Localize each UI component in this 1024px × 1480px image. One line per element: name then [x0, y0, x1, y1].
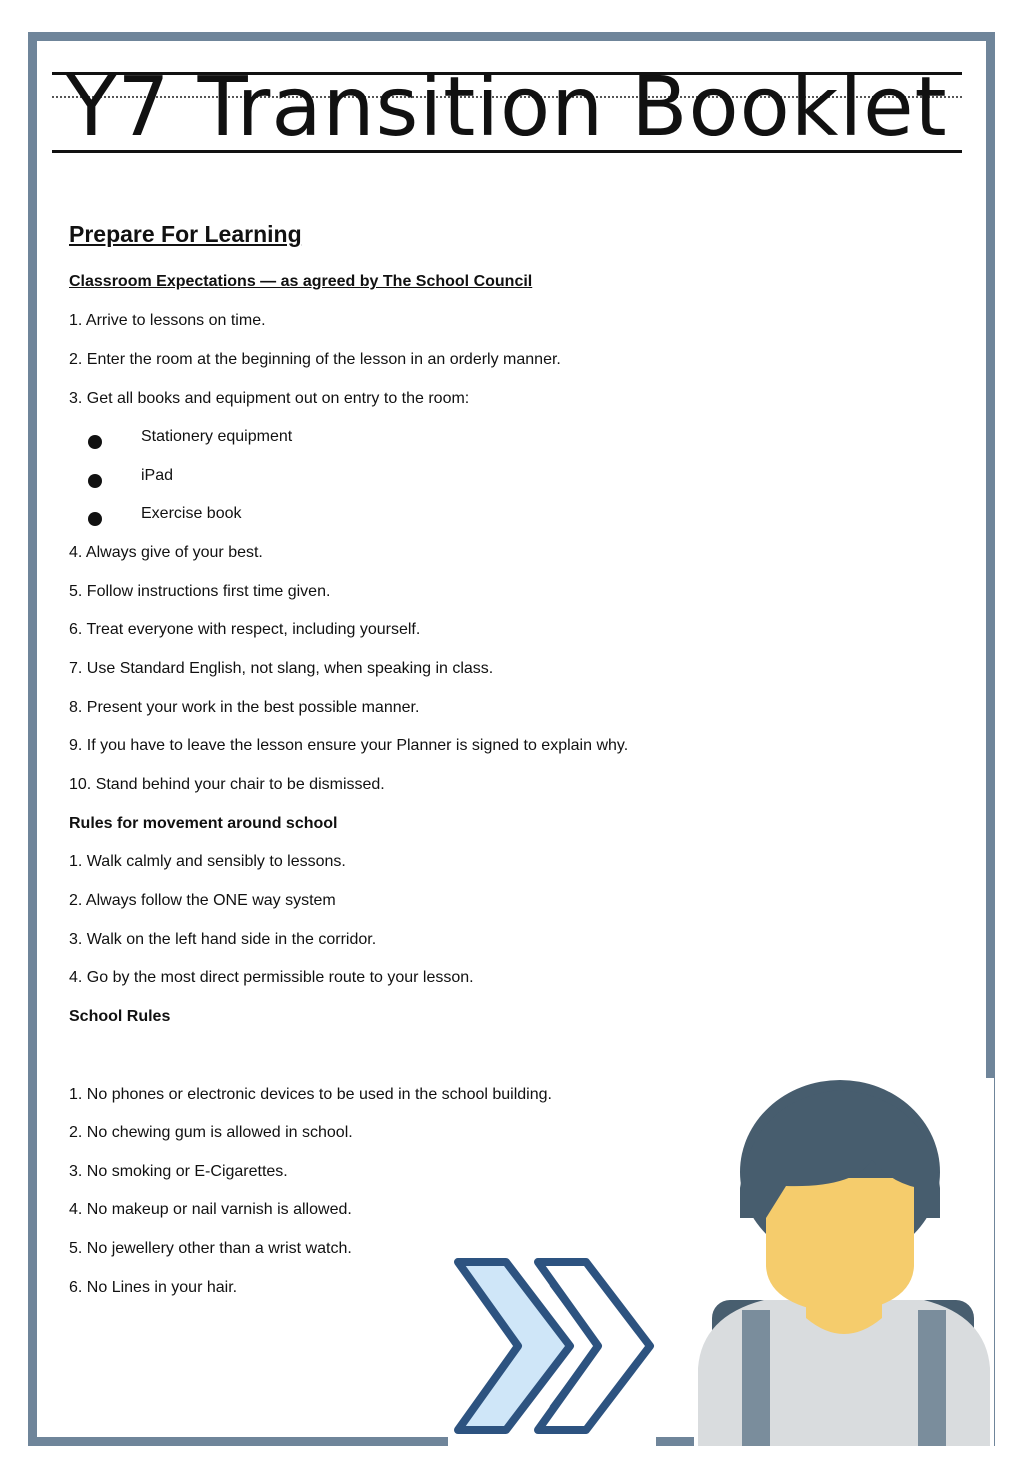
list-item: 4. No makeup or nail varnish is allowed. — [69, 1201, 352, 1218]
list-item: 7. Use Standard English, not slang, when speaking in class. — [69, 660, 494, 677]
list-item: 1. Arrive to lessons on time. — [69, 312, 266, 329]
list-item: 5. Follow instructions first time given. — [69, 583, 331, 600]
bullet-icon — [88, 474, 102, 488]
list-item: 3. Walk on the left hand side in the corridor. — [69, 931, 377, 948]
list-item: 2. No chewing gum is allowed in school. — [69, 1124, 353, 1141]
list-item: 6. No Lines in your hair. — [69, 1279, 238, 1296]
title-banner — [52, 60, 962, 160]
equipment-item: Exercise book — [141, 505, 242, 522]
list-item: 9. If you have to leave the lesson ensure your Planner is signed to explain why. — [69, 737, 629, 754]
section-title: Prepare For Learning — [69, 221, 302, 247]
classroom-heading: Classroom Expectations — as agreed by The School Council — [69, 273, 533, 290]
list-item: 2. Always follow the ONE way system — [69, 892, 336, 909]
bullet-icon — [88, 512, 102, 526]
list-item: 3. No smoking or E-Cigarettes. — [69, 1163, 288, 1180]
bullet-icon — [88, 435, 102, 449]
movement-heading: Rules for movement around school — [69, 815, 338, 832]
list-item: 1. No phones or electronic devices to be used in the school building. — [69, 1086, 552, 1103]
list-item: 4. Go by the most direct permissible route to your lesson. — [69, 969, 474, 986]
double-chevron-right-icon — [448, 1254, 656, 1446]
list-item: 5. No jewellery other than a wrist watch. — [69, 1240, 352, 1257]
equipment-item: iPad — [141, 467, 174, 484]
equipment-item: Stationery equipment — [141, 428, 293, 445]
list-item: 3. Get all books and equipment out on entry to the room: — [69, 390, 470, 407]
list-item: 1. Walk calmly and sensibly to lessons. — [69, 853, 346, 870]
list-item: 2. Enter the room at the beginning of the lesson in an orderly manner. — [69, 351, 561, 368]
student-icon — [694, 1078, 994, 1446]
school-rules-heading: School Rules — [69, 1008, 171, 1025]
list-item: 6. Treat everyone with respect, including yourself. — [69, 621, 421, 638]
list-item: 10. Stand behind your chair to be dismissed. — [69, 776, 385, 793]
banner-title: Y7 Transition Booklet — [66, 60, 948, 155]
list-item: 4. Always give of your best. — [69, 544, 263, 561]
list-item: 8. Present your work in the best possible manner. — [69, 699, 420, 716]
